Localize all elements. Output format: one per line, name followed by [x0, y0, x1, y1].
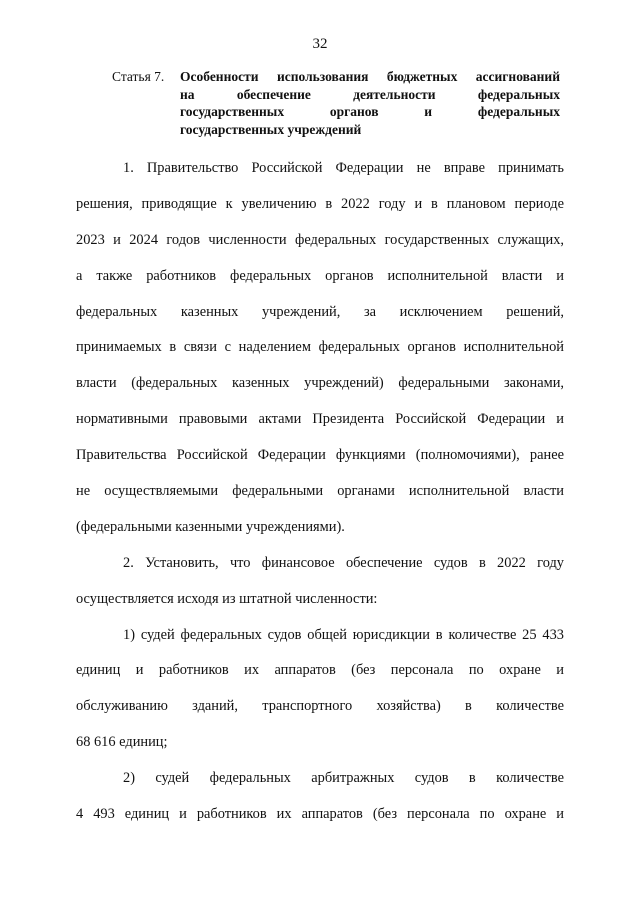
text-line: 2) судей федеральных арбитражных судов в количестве [123, 770, 564, 787]
paragraph-2-item-1 [76, 618, 564, 762]
text-line: 68 616 единиц; [76, 734, 168, 751]
article-label: Статья 7. [112, 69, 165, 84]
paragraph-2-item-2 [76, 761, 564, 833]
document-body [76, 151, 564, 833]
text-line: решения, приводящие к увеличению в 2022 году и в плановом периоде [76, 195, 564, 212]
paragraph-1 [76, 151, 564, 546]
text-line: не осуществляемыми федеральными органами исполнительной власти [76, 483, 564, 500]
text-line: принимаемых в связи с наделением федеральных органов исполнительной [76, 339, 564, 356]
text-line: 1. Правительство Российской Федерации не вправе принимать [123, 160, 564, 176]
text-line: 1) судей федеральных судов общей юрисдикции в количестве 25 433 [123, 626, 564, 643]
text-line: федеральных казенных учреждений, за исключением решений, [76, 303, 564, 320]
article-heading [112, 68, 560, 138]
text-line: нормативными правовыми актами Президента Российской Федерации и [76, 411, 564, 428]
text-line: 2023 и 2024 годов численности федеральных государственных служащих, [76, 231, 564, 248]
text-line: осуществляется исходя из штатной численности: [76, 590, 378, 607]
article-title-line: государственных учреждений [180, 121, 362, 137]
paragraph-2 [76, 546, 564, 618]
page-number: 32 [312, 36, 328, 52]
text-line: 2. Установить, что финансовое обеспечение судов в 2022 году [123, 554, 564, 571]
article-title-line: государственных органов и федеральных [180, 104, 560, 119]
article-title [180, 68, 560, 138]
text-line: а также работников федеральных органов исполнительной власти и [76, 267, 564, 284]
text-line: единиц и работников их аппаратов (без персонала по охране и [76, 662, 564, 679]
text-line: власти (федеральных казенных учреждений) федеральными законами, [76, 375, 564, 392]
text-line: 4 493 единиц и работников их аппаратов (без персонала по охране и [76, 806, 564, 823]
article-title-line: на обеспечение деятельности федеральных [180, 86, 560, 102]
article-title-line: Особенности использования бюджетных ассигнований [180, 69, 560, 84]
text-line: Правительства Российской Федерации функциями (полномочиями), ранее [76, 447, 564, 464]
text-line: обслуживанию зданий, транспортного хозяйства) в количестве [76, 698, 564, 715]
text-line: (федеральными казенными учреждениями). [76, 518, 345, 535]
